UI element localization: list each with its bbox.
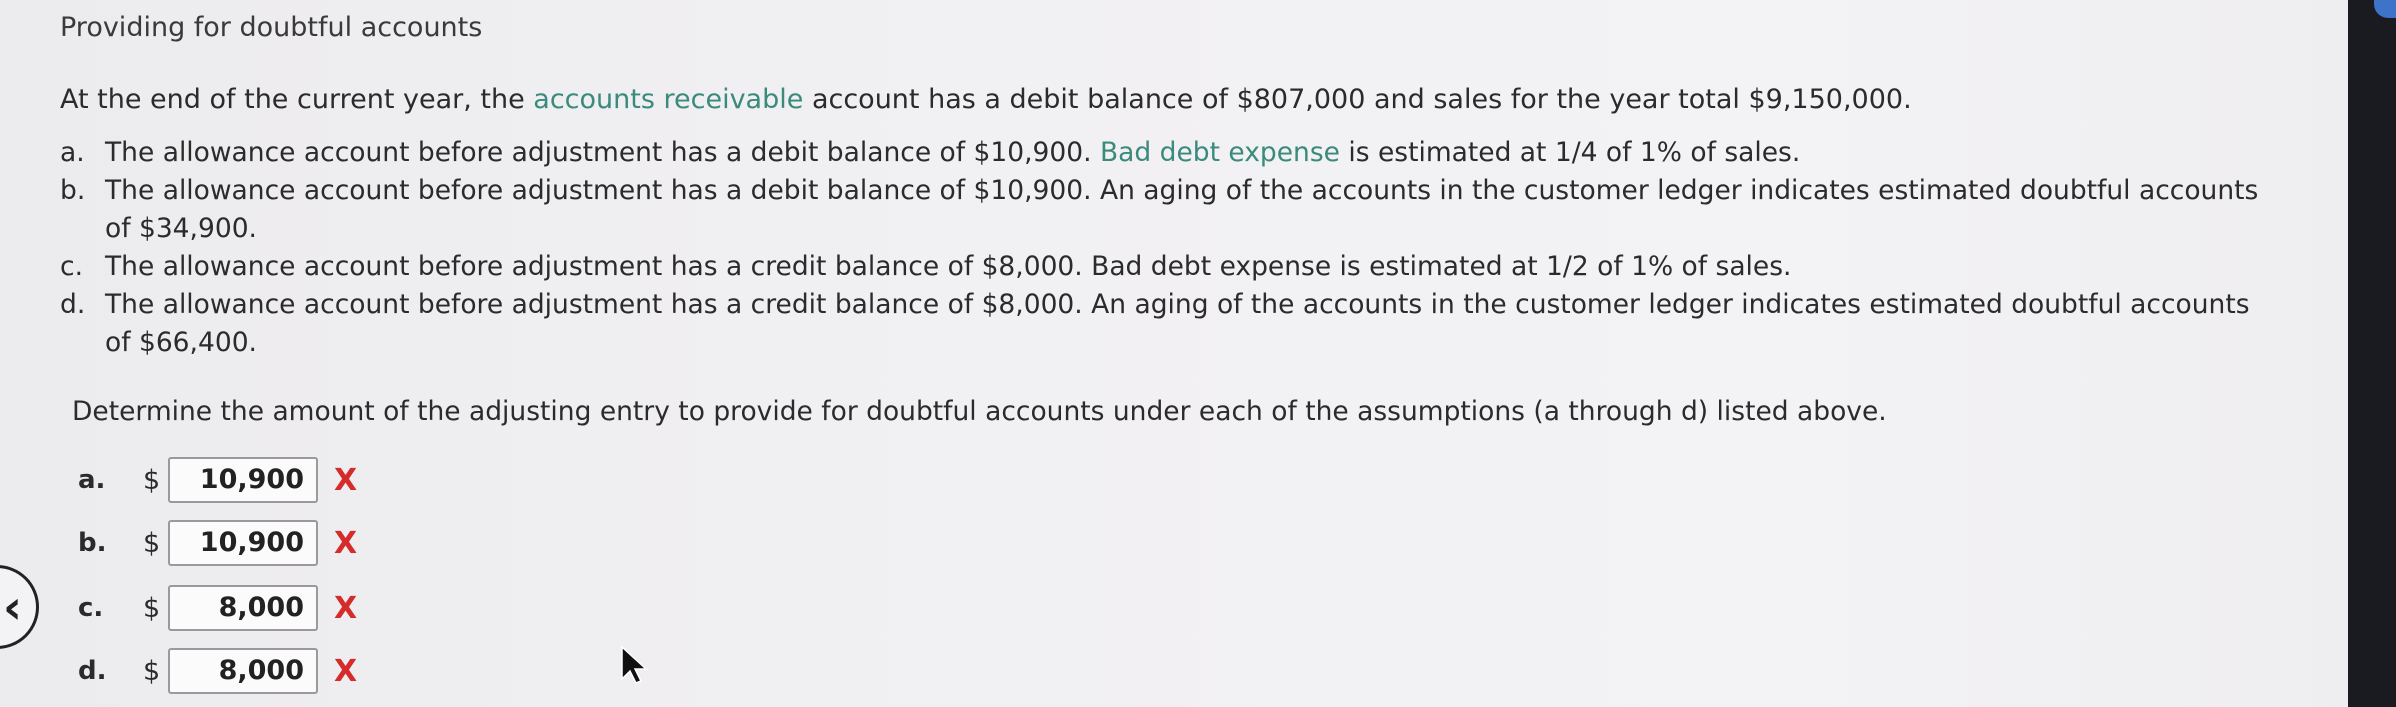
assumption-letter: a. [60,137,85,168]
assumption-d [60,286,2260,362]
chevron-left-icon: ‹ [3,580,22,634]
assumption-text-end: is estimated at 1/4 of 1% of sales. [1339,137,1801,168]
answer-input-c[interactable]: 8,000 [168,585,318,631]
assumption-text: The allowance account before adjustment has a debit balance of $10,900. [105,137,1100,168]
x-mark-icon: X [334,590,358,626]
assumption-a [60,134,2260,172]
instruction-text: Determine the amount of the adjusting entry to provide for doubtful accounts under each of the assumptions (a through d) listed above. [72,396,1887,427]
answer-input-a[interactable]: 10,900 [168,457,318,503]
answer-input-b[interactable]: 10,900 [168,520,318,566]
assumption-list [60,134,2260,362]
answer-label: d. [78,656,107,686]
assumption-c [60,248,2260,286]
pointer-cursor-icon [620,645,656,685]
x-mark-icon: X [334,653,358,689]
assumption-letter: c. [60,251,83,282]
assumption-text: The allowance account before adjustment has a credit balance of $8,000. An aging of the accounts in the customer ledger indicates estimated doubtful accounts of $66,400. [105,289,2250,358]
accounts-receivable-link[interactable]: accounts receivable [533,84,804,115]
dollar-sign: $ [143,527,161,559]
intro-text-after: account has a debit balance of $807,000 and sales for the year total $9,150,000. [803,84,1912,115]
screen-edge [2348,0,2396,707]
x-mark-icon: X [334,525,358,561]
answer-label: b. [78,528,107,558]
bad-debt-expense-link[interactable]: Bad debt expense [1099,137,1340,168]
answer-input-d[interactable]: 8,000 [168,648,318,694]
page-title: Providing for doubtful accounts [60,12,483,43]
intro-text-before: At the end of the current year, the [60,84,534,115]
answer-label: c. [78,593,104,623]
assumption-b [60,172,2260,248]
assumption-letter: b. [60,175,86,206]
answer-row-d [78,646,357,696]
back-button[interactable] [0,565,39,649]
assumption-text: The allowance account before adjustment has a credit balance of $8,000. Bad debt expense is estimated at 1/2 of 1% of sales. [105,251,1792,282]
answer-label: a. [78,465,106,495]
dollar-sign: $ [143,592,161,624]
answer-row-b [78,518,357,568]
answer-row-a [78,455,357,505]
assumption-letter: d. [60,289,86,320]
problem-intro [60,84,1912,115]
answer-row-c [78,583,357,633]
dollar-sign: $ [143,464,161,496]
dollar-sign: $ [143,655,161,687]
x-mark-icon: X [334,462,358,498]
window-corner [2374,0,2396,18]
assumption-text: The allowance account before adjustment has a debit balance of $10,900. An aging of the accounts in the customer ledger indicates estimated doubtful accounts of $34,900. [105,175,2259,244]
